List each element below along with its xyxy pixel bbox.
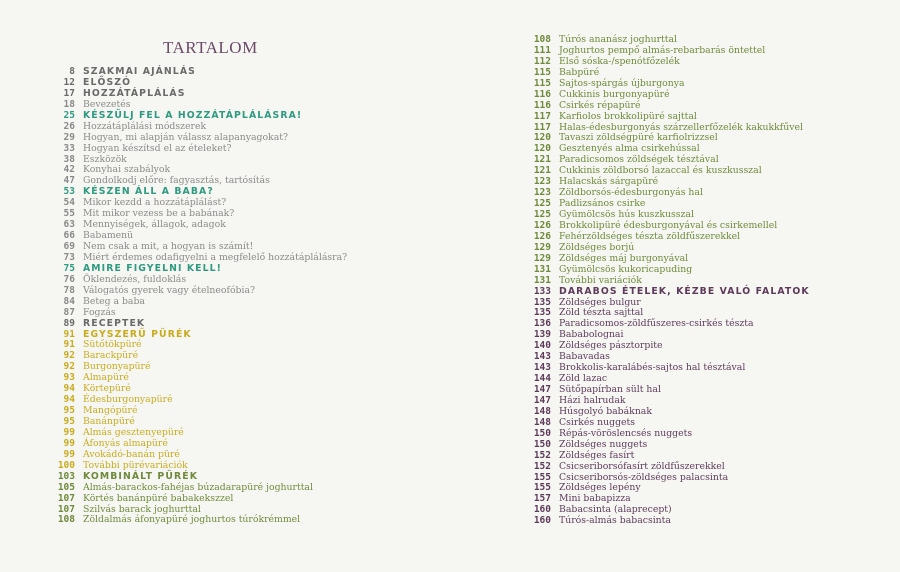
- toc-entry-title: Gyümölcsös hús kuszkusszal: [559, 209, 694, 220]
- toc-section-heading: KÉSZEN ÁLL A BABA?: [83, 186, 214, 198]
- toc-entry-title: Sajtos-spárgás újburgonya: [559, 77, 685, 89]
- toc-page-number: 150: [533, 438, 551, 450]
- toc-entry-title: Gyümölcsös kukoricapuding: [559, 263, 693, 275]
- toc-entry-title: Húsgolyó babáknak: [559, 405, 652, 417]
- toc-entry-title: Csirkés répapüré: [559, 99, 641, 111]
- toc-page-number: 126: [533, 219, 551, 231]
- toc-page-number: 152: [533, 460, 551, 472]
- toc-entry-title: Brokkolis-karalábés-sajtos hal tésztával: [559, 362, 746, 374]
- toc-page-number: 108: [57, 514, 75, 526]
- toc-entry-title: Csirkés nuggets: [559, 416, 636, 428]
- toc-entry-title: Babamenü: [83, 230, 134, 242]
- toc-entry-title: Barackpüré: [83, 350, 139, 362]
- toc-entry-title: Almás-barackos-fahéjas búzadarapüré joghurttal: [83, 481, 313, 493]
- toc-entry-title: Áfonyás almapüré: [83, 437, 168, 449]
- toc-entry: [49, 472, 429, 483]
- toc-page-number: 55: [63, 208, 75, 220]
- toc-section-heading: SZAKMAI AJÁNLÁS: [83, 66, 196, 77]
- toc-page-number: 160: [533, 504, 551, 516]
- toc-entry-title: Túrós ananász joghurttal: [559, 34, 678, 45]
- toc-entry: [525, 90, 895, 101]
- toc-entry: [525, 451, 895, 462]
- toc-entry-title: Padlizsános csirke: [559, 198, 646, 210]
- toc-entry-title: Hogyan, mi alapján válassz alapanyagokat?: [83, 131, 288, 143]
- toc-page-number: 92: [63, 361, 75, 373]
- toc-page-number: 117: [533, 110, 551, 122]
- toc-entry-title: Eszközök: [83, 153, 127, 165]
- toc-entry-title: Hozzátáplálási módszerek: [83, 120, 207, 132]
- toc-entry-title: Gondolkodj előre: fagyasztás, tartósítás: [83, 175, 270, 187]
- toc-page-number: 25: [63, 109, 75, 121]
- toc-entry: [525, 112, 895, 123]
- toc-entry-title: Halas-édesburgonyás szárzellerfőzelék kakukkfűvel: [559, 121, 803, 133]
- toc-left-column: [49, 67, 429, 526]
- toc-entry-title: Zöldséges máj burgonyával: [559, 252, 689, 264]
- toc-entry-title: Körtepüré: [83, 383, 131, 395]
- toc-entry-title: Öklendezés, fuldoklás: [83, 273, 187, 285]
- toc-entry-title: Bababolognai: [559, 329, 624, 341]
- toc-entry: [49, 122, 429, 133]
- toc-page-number: 17: [63, 87, 75, 99]
- toc-entry-title: Sütőtökpüré: [83, 339, 142, 351]
- toc-entry: [525, 101, 895, 112]
- toc-page-number: 84: [63, 295, 75, 307]
- toc-section-heading: ELŐSZÓ: [83, 76, 132, 88]
- toc-page-number: 123: [533, 187, 551, 199]
- toc-entry-title: Zöldséges lepény: [559, 482, 641, 494]
- toc-page-number: 155: [533, 471, 551, 483]
- toc-page-number: 94: [63, 383, 75, 395]
- toc-page-number: 121: [533, 165, 551, 177]
- toc-page-number: 115: [533, 77, 551, 89]
- toc-section-heading: DARABOS ÉTELEK, KÉZBE VALÓ FALATOK: [559, 285, 810, 297]
- toc-entry-title: Joghurtos pempő almás-rebarbarás öntettel: [559, 44, 766, 56]
- toc-page-number: 99: [63, 426, 75, 438]
- toc-entry: [49, 297, 429, 308]
- toc-page-number: 133: [533, 285, 551, 297]
- toc-entry: [525, 276, 895, 287]
- toc-section-heading: HOZZÁTÁPLÁLÁS: [83, 87, 186, 99]
- toc-page-number: 111: [533, 44, 551, 56]
- toc-page-number: 99: [63, 437, 75, 449]
- toc-page-number: 143: [533, 351, 551, 363]
- toc-page-number: 117: [533, 121, 551, 133]
- toc-entry-title: Házi halrudak: [559, 394, 626, 406]
- toc-page-number: 129: [533, 241, 551, 253]
- toc-entry: [525, 516, 895, 527]
- toc-page-number: 157: [533, 493, 551, 505]
- toc-page-number: 29: [63, 131, 75, 143]
- toc-page-number: 140: [533, 340, 551, 352]
- toc-entry-title: Konyhai szabályok: [83, 164, 171, 176]
- toc-section-heading: RECEPTEK: [83, 317, 146, 329]
- toc-entry-title: Körtés banánpüré babakekszzel: [83, 492, 234, 504]
- toc-page-number: 103: [57, 470, 75, 482]
- toc-entry-title: Almapüré: [83, 372, 129, 384]
- toc-page-number: 107: [57, 492, 75, 504]
- toc-entry-title: Fehérzöldséges tészta zöldfűszerekkel: [559, 230, 741, 242]
- toc-entry: [49, 308, 429, 319]
- toc-entry-title: Édesburgonyapüré: [83, 394, 173, 406]
- toc-section-heading: EGYSZERŰ PÜRÉK: [83, 328, 192, 340]
- toc-page-number: 26: [63, 120, 75, 132]
- toc-page-number: 131: [533, 263, 551, 275]
- toc-page-number: 12: [63, 76, 75, 88]
- toc-entry-title: Avokádó-banán püré: [83, 448, 180, 460]
- toc-entry-title: Mikor kezdd a hozzátáplálást?: [83, 197, 227, 209]
- toc-entry-title: Babpüré: [559, 66, 600, 78]
- toc-entry-title: Hogyan készítsd el az ételeket?: [83, 142, 232, 154]
- toc-page-number: 54: [63, 197, 75, 209]
- toc-entry: [525, 440, 895, 451]
- toc-page-number: 89: [63, 317, 75, 329]
- toc-entry-title: Mennyiségek, állagok, adagok: [83, 219, 226, 231]
- toc-entry-title: Tavaszi zöldségpüré karfiolrizzsel: [559, 132, 718, 144]
- toc-entry-title: Mangópüré: [83, 405, 138, 417]
- toc-entry: [49, 133, 429, 144]
- toc-entry-title: Túrós-almás babacsinta: [559, 515, 671, 527]
- toc-entry-title: Nem csak a mit, a hogyan is számít!: [83, 241, 254, 252]
- toc-entry-title: Babacsinta (alaprecept): [559, 504, 672, 516]
- toc-page-number: 107: [57, 503, 75, 515]
- toc-entry: [525, 462, 895, 473]
- toc-entry: [49, 494, 429, 505]
- toc-entry-title: Zöldséges borjú: [559, 241, 635, 253]
- toc-section-heading: KÉSZÜLJ FEL A HOZZÁTÁPLÁLÁSRA!: [83, 109, 303, 121]
- toc-entry-title: Csicseriborsós-zöldséges palacsinta: [559, 471, 729, 483]
- toc-entry-title: Zöldséges nuggets: [559, 438, 648, 450]
- toc-page-number: 143: [533, 362, 551, 374]
- toc-page-number: 116: [533, 99, 551, 111]
- toc-entry-title: Gesztenyés alma csirkehússal: [559, 143, 700, 155]
- toc-entry-title: Babavadas: [559, 351, 610, 363]
- toc-section-heading: KOMBINÁLT PÜRÉK: [83, 470, 199, 482]
- toc-entry-title: Zöldborsós-édesburgonyás hal: [559, 187, 703, 199]
- toc-entry: [49, 515, 429, 526]
- toc-entry-title: További pürévariációk: [83, 459, 188, 471]
- toc-entry-title: Csicseriborsófasírt zöldfűszerekkel: [559, 460, 725, 472]
- toc-entry-title: Zöldséges bulgur: [559, 296, 641, 308]
- toc-page-number: 8: [69, 66, 75, 77]
- toc-entry-title: Cukkinis zöldborsó lazaccal és kuszkusszal: [559, 165, 762, 177]
- toc-entry-title: Paradicsomos-zöldfűszeres-csirkés tészta: [559, 318, 754, 330]
- toc-entry-title: Halacskás sárgapüré: [559, 176, 659, 188]
- toc-section-heading: AMIRE FIGYELNI KELL!: [83, 262, 223, 274]
- toc-page-number: 144: [533, 373, 551, 385]
- toc-entry: [49, 483, 429, 494]
- toc-entry: [49, 319, 429, 330]
- toc-entry-title: Sütőpapírban sült hal: [559, 384, 661, 395]
- toc-page-number: 148: [533, 416, 551, 428]
- toc-page-number: 123: [533, 176, 551, 188]
- toc-page-number: 95: [63, 405, 75, 417]
- toc-entry-title: Almás gesztenyepüré: [83, 426, 184, 438]
- toc-entry-title: Válogatós gyerek vagy ételneofóbia?: [83, 284, 256, 296]
- toc-entry-title: Brokkolipüré édesburgonyával és csirkemellel: [559, 219, 778, 231]
- toc-entry-title: Zöldalmás áfonyapüré joghurtos túrókrémmel: [83, 514, 301, 526]
- toc-page-number: 108: [533, 34, 551, 45]
- toc-entry-title: Répás-vöröslencsés nuggets: [559, 427, 693, 439]
- toc-page-number: 160: [533, 515, 551, 527]
- toc-page-number: 66: [63, 230, 75, 242]
- toc-entry-title: Zöldséges fasírt: [559, 449, 635, 461]
- toc-page-number: 126: [533, 230, 551, 242]
- toc-page-number: 131: [533, 274, 551, 286]
- toc-entry-title: Cukkinis burgonyapüré: [559, 88, 670, 100]
- toc-page-number: 73: [63, 251, 75, 263]
- toc-page-number: 33: [63, 142, 75, 154]
- toc-entry-title: Burgonyapüré: [83, 361, 151, 373]
- toc-entry-title: Fogzás: [83, 306, 116, 318]
- toc-page-number: 95: [63, 416, 75, 427]
- toc-entry-title: Zöld lazac: [559, 373, 608, 385]
- toc-page-number: 75: [63, 262, 75, 274]
- toc-entry: [49, 144, 429, 155]
- toc-entry-title: Paradicsomos zöldségek tésztával: [559, 154, 719, 166]
- toc-entry-title: Mit mikor vezess be a babának?: [83, 208, 235, 220]
- toc-page-number: 91: [63, 328, 75, 340]
- toc-page-number: 147: [533, 384, 551, 395]
- toc-page-number: 91: [63, 339, 75, 351]
- toc-entry: [525, 265, 895, 276]
- toc-page-number: 76: [63, 273, 75, 285]
- toc-page-number: 78: [63, 284, 75, 296]
- toc-page-number: 135: [533, 307, 551, 319]
- toc-page-number: 92: [63, 350, 75, 362]
- toc-page-number: 150: [533, 427, 551, 439]
- toc-entry: [525, 287, 895, 298]
- toc-page-number: 105: [57, 481, 75, 493]
- toc-page-number: 148: [533, 405, 551, 417]
- toc-entry-title: Szilvás barack joghurttal: [83, 503, 201, 515]
- toc-page-number: 99: [63, 448, 75, 460]
- toc-page-number: 112: [533, 55, 551, 67]
- toc-page-number: 38: [63, 153, 75, 165]
- toc-page-number: 120: [533, 132, 551, 144]
- toc-entry-title: Mini babapizza: [559, 493, 631, 505]
- toc-page-number: 47: [63, 175, 75, 187]
- toc-page-number: 125: [533, 198, 551, 210]
- toc-page-number: 139: [533, 329, 551, 341]
- toc-entry-title: Bevezetés: [83, 98, 131, 110]
- toc-page-number: 94: [63, 394, 75, 406]
- toc-page-number: 155: [533, 482, 551, 494]
- toc-page-number: 115: [533, 66, 551, 78]
- page-title: TARTALOM: [163, 38, 258, 57]
- toc-page-number: 135: [533, 296, 551, 308]
- toc-page-number: 100: [57, 459, 75, 471]
- toc-entry-title: Zöld tészta sajttal: [559, 307, 644, 319]
- toc-page-number: 69: [63, 241, 75, 252]
- toc-right-column: [525, 35, 895, 527]
- toc-entry-title: Első sóska-/spenótfőzelék: [559, 55, 680, 67]
- toc-page-number: 87: [63, 306, 75, 318]
- toc-entry-title: Miért érdemes odafigyelni a megfelelő hozzátáplálásra?: [83, 251, 348, 263]
- toc-entry-title: Karfiolos brokkolipüré sajttal: [559, 110, 697, 122]
- toc-entry-title: Banánpüré: [83, 416, 135, 427]
- toc-page-number: 63: [63, 219, 75, 231]
- toc-page-number: 42: [63, 164, 75, 176]
- toc-page-number: 120: [533, 143, 551, 155]
- toc-page-number: 93: [63, 372, 75, 384]
- toc-page-number: 116: [533, 88, 551, 100]
- toc-page-number: 147: [533, 394, 551, 406]
- toc-page-number: 125: [533, 209, 551, 220]
- toc-entry-title: További variációk: [559, 274, 642, 286]
- toc-page-number: 121: [533, 154, 551, 166]
- toc-page-number: 136: [533, 318, 551, 330]
- toc-page-number: 129: [533, 252, 551, 264]
- toc-entry-title: Beteg a baba: [83, 295, 145, 307]
- toc-page-number: 53: [63, 186, 75, 198]
- toc-entry-title: Zöldséges pásztorpite: [559, 340, 663, 352]
- toc-page-number: 18: [63, 98, 75, 110]
- toc-page-number: 152: [533, 449, 551, 461]
